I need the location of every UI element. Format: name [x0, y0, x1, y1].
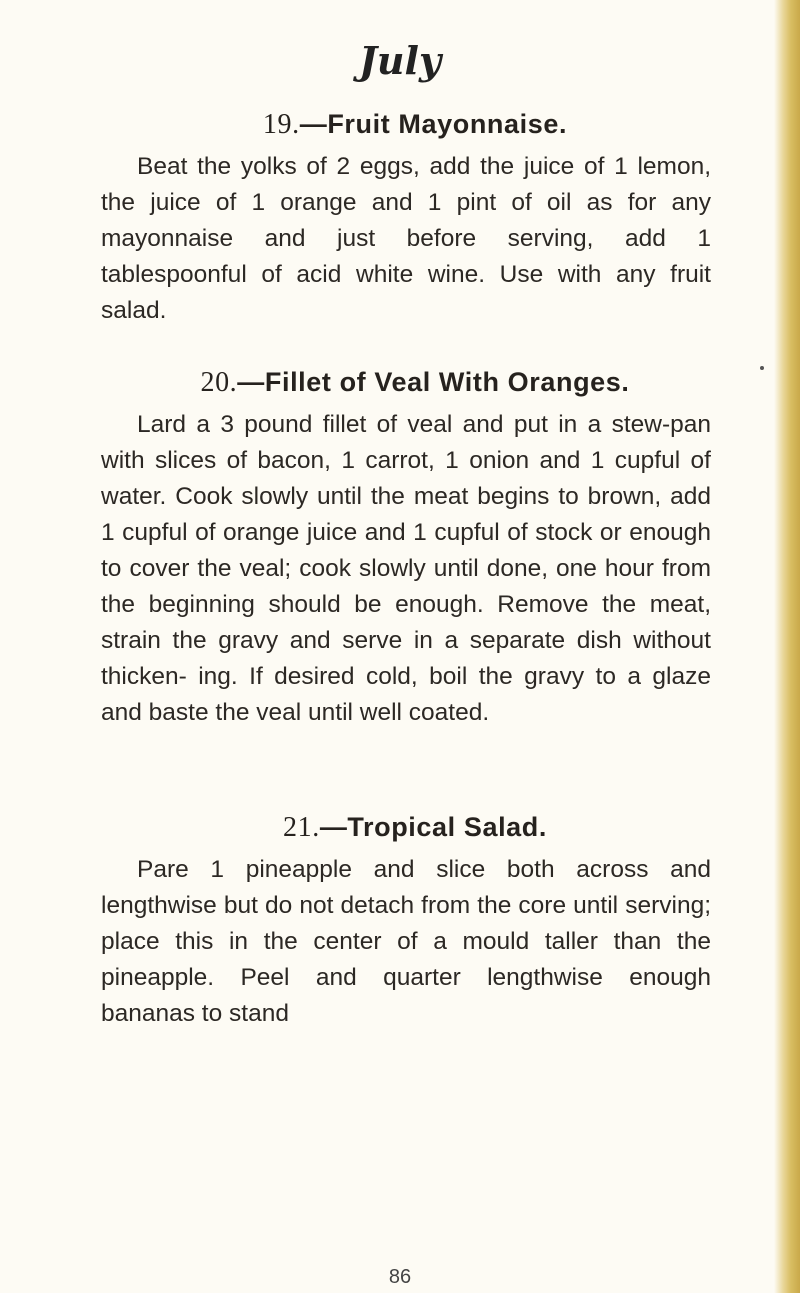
recipe-title-text: —Fillet of Veal With Oranges.	[237, 367, 630, 397]
recipe-title-text: —Fruit Mayonnaise.	[299, 109, 568, 139]
recipe-title	[101, 364, 711, 401]
running-head: July	[358, 38, 442, 83]
recipe-body: Beat the yolks of 2 eggs, add the juice of 1 lemon, the juice of 1 orange and 1 pint of oil as for any mayonnaise and just before serving, add 1 tablespoonful of acid white wine. Use with any fruit salad.	[101, 153, 711, 324]
recipe-21	[101, 809, 711, 1032]
recipe-20	[101, 364, 711, 731]
recipe-title	[101, 809, 711, 846]
recipe-number: 21.	[283, 812, 320, 843]
recipe-title-text: —Tropical Salad.	[319, 812, 547, 842]
recipe-body: Pare 1 pineapple and slice both across and lengthwise but do not detach from the core until serving; place this in the center of a mould taller than the pineapple. Peel and quarter lengthwise enough bananas to stand	[101, 856, 711, 1027]
recipe-number: 20.	[200, 367, 238, 398]
recipe-number: 19.	[262, 109, 300, 140]
page-number: 86	[388, 1266, 412, 1288]
ink-speck	[760, 366, 764, 370]
recipe-title	[101, 106, 711, 143]
page-edge-discoloration	[774, 0, 800, 1293]
recipe-19	[101, 106, 711, 329]
recipe-body: Lard a 3 pound fillet of veal and put in a stew-pan with slices of bacon, 1 carrot, 1 onion and 1 cupful of water. Cook slowly until the meat begins to brown, add 1 cupful of orange juice and 1 cupful of stock or enough to cover the veal; cook slowly until done, one hour from the beginning should be enough. Remove the meat, strain the gravy and serve in a separate dish without thicken- ing. If desired cold, boil the gravy to a glaze and baste the veal until well coated.	[101, 411, 711, 726]
